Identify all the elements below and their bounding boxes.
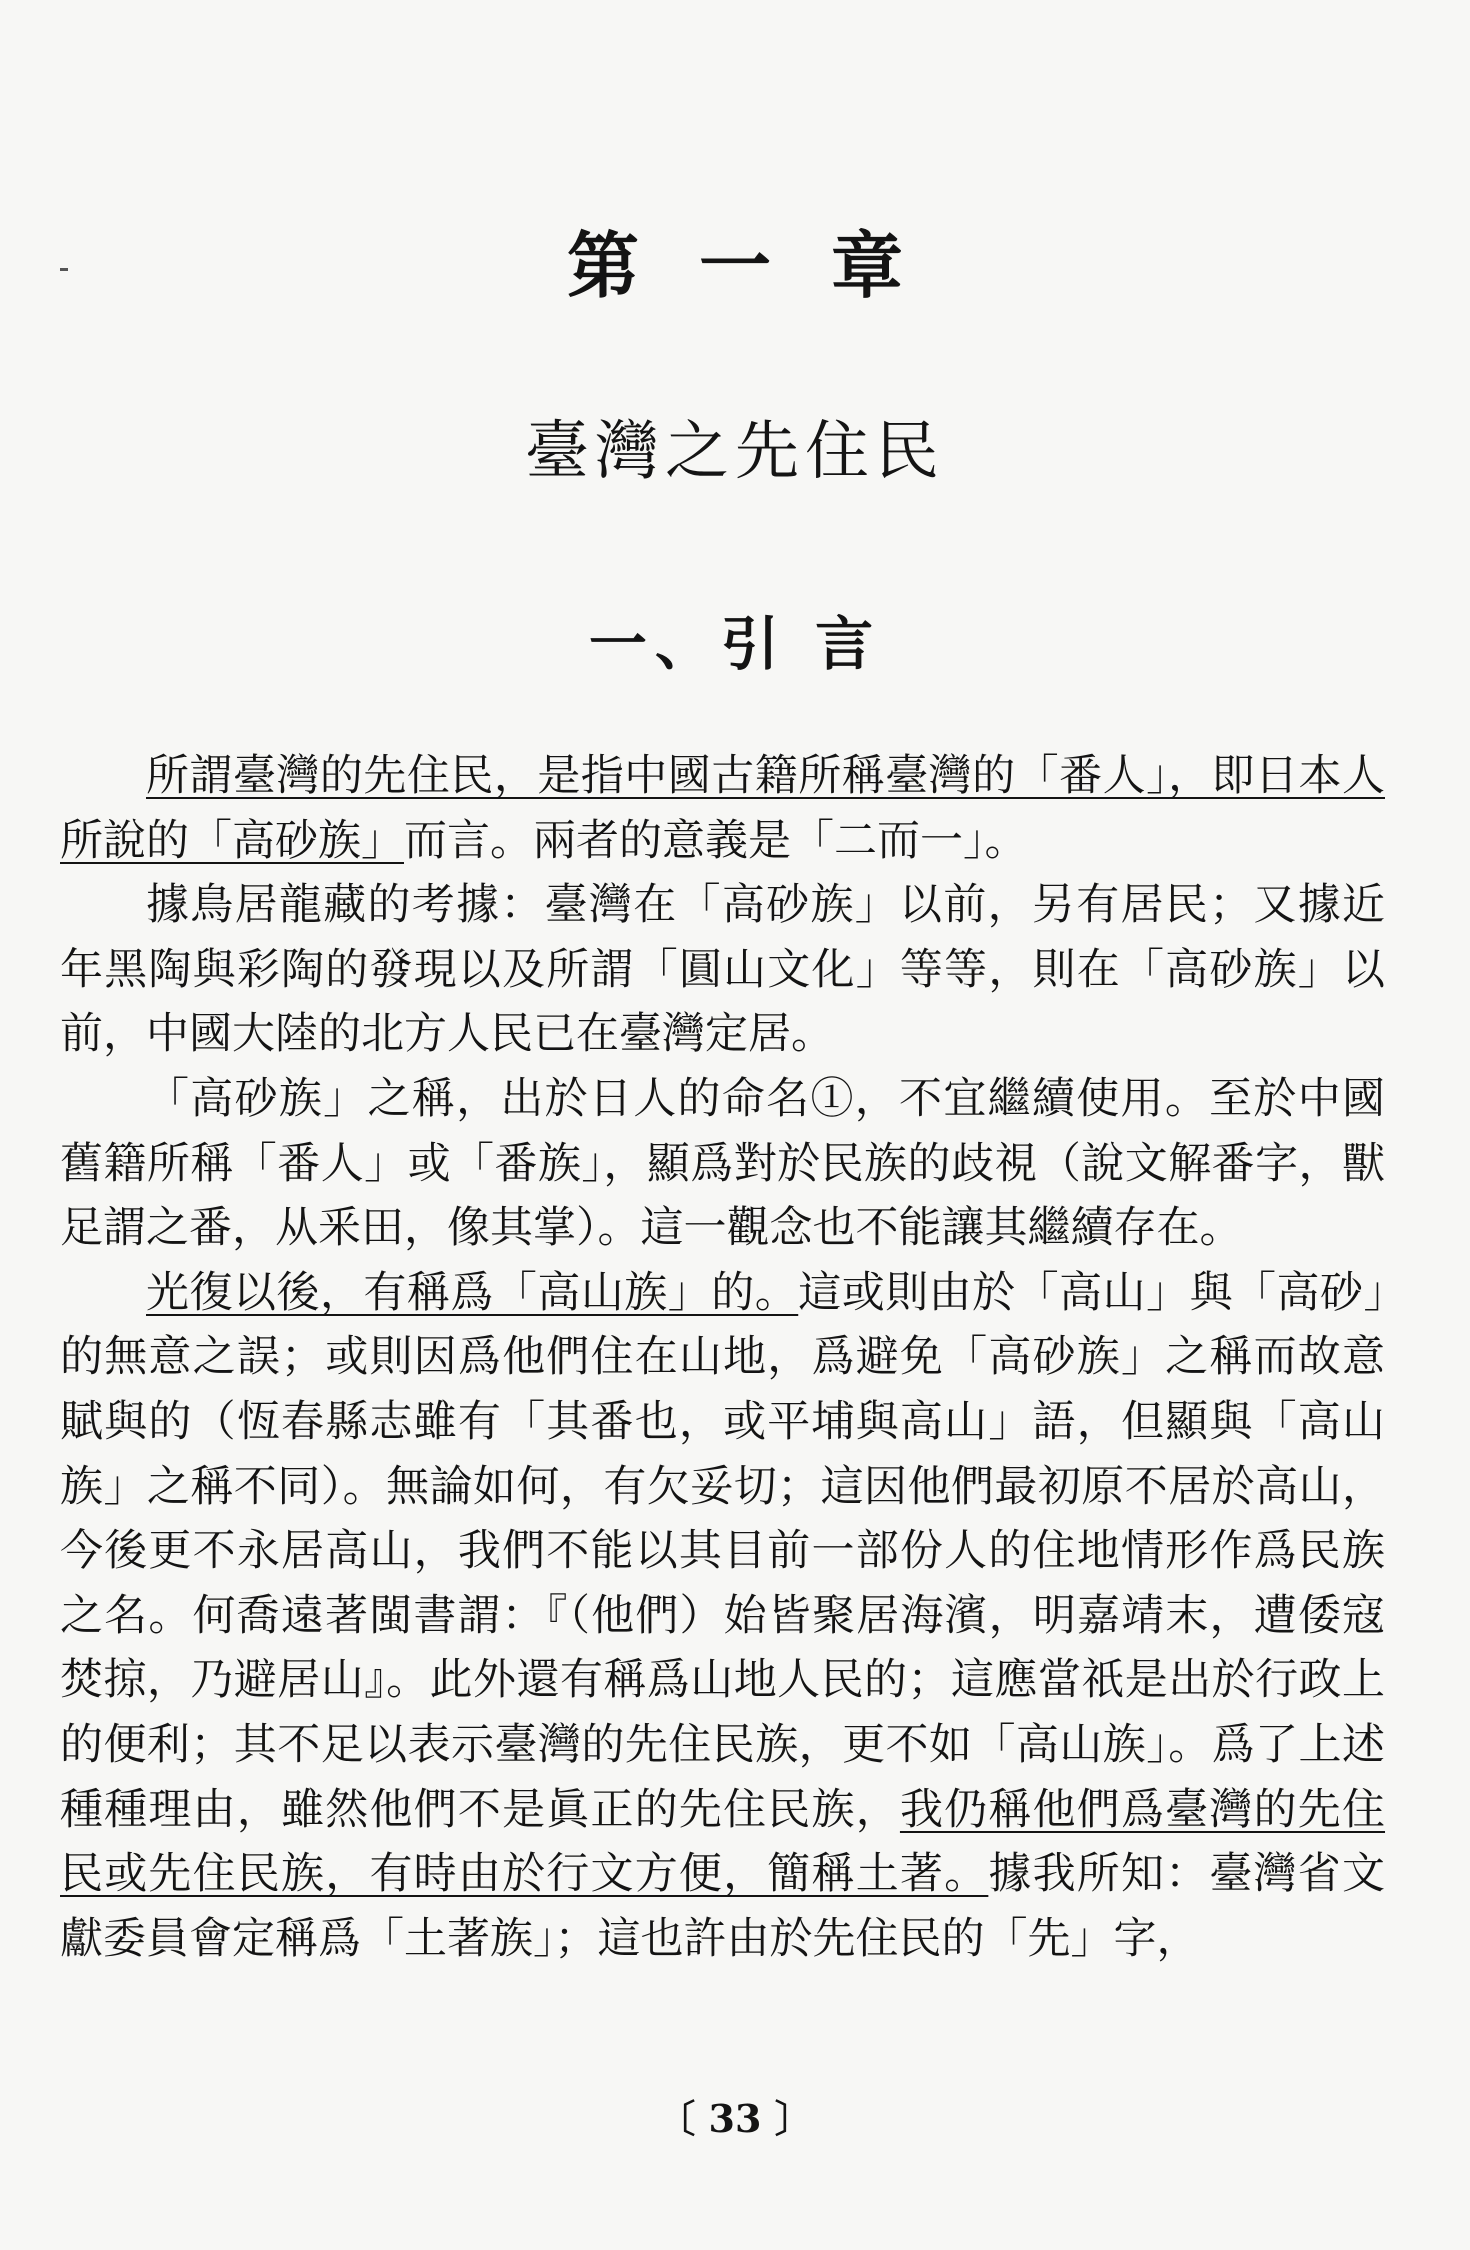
section-title: 一、引 言	[588, 610, 882, 678]
text-run: 這或則由於「高山」與「高砂」的無意之誤；或則因爲他們住在山地，爲避免「高砂族」之稱而故意賦與的（恆春縣志雖有「其番也，或平埔與高山」語，但顯與「高山族」之稱不同）。無論如何，有欠妥切；這因他們最初原不居於高山，今後更不永居高山，我們不能以其目前一部份人的住地情形作爲民族之名。何喬遠著閩書謂：『（他們）始皆聚居海濱，明嘉靖末，遭倭寇焚掠，乃避居山』。此外還有稱爲山地人民的；這應當祇是出於行政上的便利；其不足以表示臺灣的先住民族，更不如「高山族」。爲了上述種種理由，雖然他們不是眞正的先住民族，	[60, 1267, 1386, 1835]
paragraph-3	[60, 1067, 1385, 1261]
page-number: 〔 33 〕	[657, 2096, 813, 2141]
paragraph-2	[60, 873, 1385, 1067]
chapter-number: 第一章	[566, 224, 963, 308]
text-run: 光復以後，有稱爲「高山族」的。	[146, 1267, 799, 1318]
text-run: 所謂臺灣的先住民，是指中國古籍所稱臺灣的「番人」，即日本人所說的「高砂族」	[60, 751, 1385, 866]
text-run: 我仍稱他們爲臺灣的先住民或先住民族，有時由於行文方便，簡稱土著。	[60, 1784, 1386, 1900]
text-run: 「高砂族」之稱，出於日人的命名①，不宜繼續使用。至於中國舊籍所稱「番人」或「番族」，顯爲對於民族的歧視（說文解番字，獸足謂之番，从釆田，像其掌）。這一觀念也不能讓其繼續存在。	[60, 1073, 1385, 1254]
paragraph-4	[60, 1261, 1385, 1972]
text-run: 而言。兩者的意義是「二而一」。	[404, 815, 1028, 866]
paragraph-1	[60, 744, 1385, 873]
text-run: 據我所知：臺灣省文獻委員會定稱爲「土著族」；這也許由於先住民的「先」字，	[60, 1849, 1386, 1964]
chapter-title: 臺灣之先住民	[525, 415, 945, 489]
body-text	[60, 744, 1385, 1971]
text-run: 據鳥居龍藏的考據：臺灣在「高砂族」以前，另有居民；又據近年黑陶與彩陶的發現以及所謂「圓山文化」等等，則在「高砂族」以前，中國大陸的北方人民已在臺灣定居。	[60, 880, 1385, 1060]
